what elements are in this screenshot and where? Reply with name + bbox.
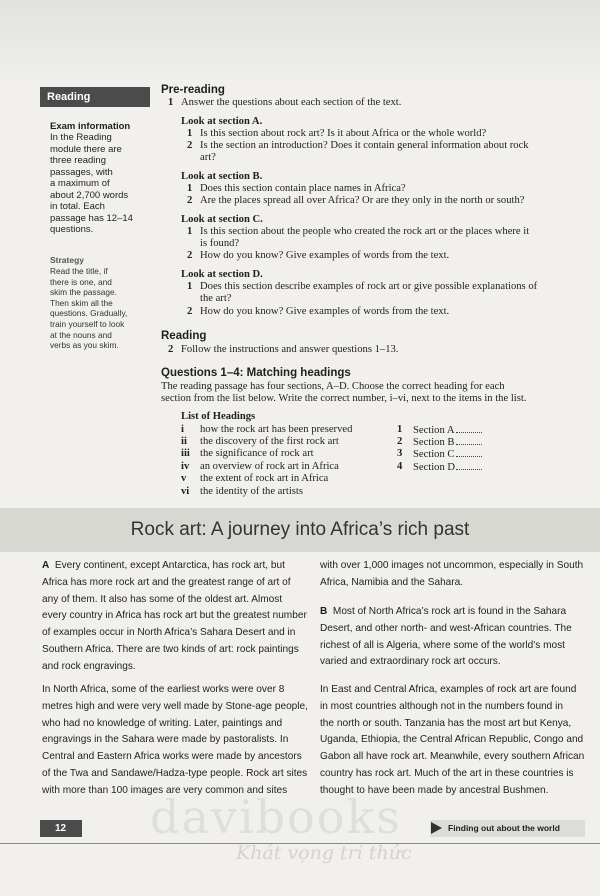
exercise-instruction: Answer the questions about each section of the text. xyxy=(181,97,402,108)
question-text: Are the places spread all over Africa? Or are they only in the north or south? xyxy=(200,195,525,206)
exam-info-text: In the Reading module there are three reading passages, with a maximum of about 2,700 words in total. Each passage has 12–14 questions. xyxy=(50,132,133,235)
paragraph-b: B Most of North Africa’s rock art is found in the Sahara Desert, and other north- and west-African countries. The richest of all is Algeria, where some of the world’s most varied and extraordinary rock art occurs. xyxy=(320,606,572,668)
heading-option: the extent of rock art in Africa xyxy=(200,473,329,484)
heading-option: the identity of the artists xyxy=(200,486,303,497)
question-number: 1 xyxy=(187,226,193,237)
arrow-icon xyxy=(431,822,442,834)
prereading-heading: Pre-reading xyxy=(161,84,225,96)
section-c-title: Look at section C. xyxy=(181,214,263,225)
answer-slot-d[interactable]: Section D xyxy=(413,461,482,474)
heading-numeral: ii xyxy=(181,436,187,447)
question-number: 2 xyxy=(187,195,193,206)
section-tag: Reading xyxy=(40,87,150,107)
unit-title: Finding out about the world xyxy=(430,820,585,837)
heading-option: the significance of rock art xyxy=(200,448,314,459)
exam-info-title: Exam information xyxy=(50,121,131,132)
section-d-title: Look at section D. xyxy=(181,269,263,280)
question-number: 1 xyxy=(187,281,193,292)
heading-option: how the rock art has been preserved xyxy=(200,424,353,435)
list-title: List of Headings xyxy=(181,411,256,422)
answer-number: 4 xyxy=(397,461,403,472)
paragraph-a2: In North Africa, some of the earliest works were over 8 metres high and were very well made by Stone-age people, who had no knowledge of writing. Later, paintings and engravings in the Sahara were made by pastoralists. In Central and Eastern Africa works were made by ancestors of the Twa and Sandawe/Hadza-type people. Rock art sites with more than 100 images are very common and sites xyxy=(42,684,308,796)
matching-heading: Questions 1–4: Matching headings xyxy=(161,367,351,379)
heading-numeral: iv xyxy=(181,461,190,472)
question-number: 1 xyxy=(187,128,193,139)
watermark-slogan: Khát vọng tri thức xyxy=(236,842,412,864)
exercise-number: 1 xyxy=(168,97,174,108)
question-number: 2 xyxy=(187,306,193,317)
paragraph-a: A Every continent, except Antarctica, has rock art, but Africa has more rock art and the greatest range of art of any of them. It also has some of the oldest art. Almost every country in Africa has rock art but the greatest number of examples occur in North Africa’s Sahara Desert and in Southern Africa. There are two kinds of art: rock paintings and rock engravings. xyxy=(42,560,307,672)
question-text: art? xyxy=(200,152,216,163)
heading-option: the discovery of the first rock art xyxy=(200,436,339,447)
matching-intro: The reading passage has four sections, A–D. Choose the correct heading for each xyxy=(161,381,505,392)
answer-number: 1 xyxy=(397,424,403,435)
question-text: How do you know? Give examples of words from the text. xyxy=(200,250,450,261)
question-text: is found? xyxy=(200,238,240,249)
answer-number: 2 xyxy=(397,436,403,447)
strategy-text: Read the title, if there is one, and skim the passage. Then skim all the questions. Gradually, train yourself to look at the nouns and verbs as you skim. xyxy=(50,266,128,351)
strategy-title: Strategy xyxy=(50,255,85,265)
heading-numeral: vi xyxy=(181,486,190,497)
watermark-brand: davibooks xyxy=(150,790,402,844)
answer-slot-c[interactable]: Section C xyxy=(413,448,482,461)
answer-number: 3 xyxy=(397,448,403,459)
question-number: 1 xyxy=(187,183,193,194)
question-text: Does this section describe examples of rock art or give possible explanations of xyxy=(200,281,538,292)
reading-heading: Reading xyxy=(161,330,207,342)
article-title: Rock art: A journey into Africa’s rich past xyxy=(130,519,470,540)
answer-slot-b[interactable]: Section B xyxy=(413,436,482,449)
question-number: 2 xyxy=(187,250,193,261)
question-text: Is this section about the people who created the rock art or the places where it xyxy=(200,226,530,237)
question-text: Does this section contain place names in Africa? xyxy=(200,183,406,194)
question-text: Is this section about rock art? Is it about Africa or the whole world? xyxy=(200,128,487,139)
question-number: 2 xyxy=(187,140,193,151)
question-text: Is the section an introduction? Does it contain general information about rock xyxy=(200,140,529,151)
exercise-number: 2 xyxy=(168,344,174,355)
exercise-instruction: Follow the instructions and answer questions 1–13. xyxy=(181,344,399,355)
section-b-title: Look at section B. xyxy=(181,171,263,182)
heading-option: an overview of rock art in Africa xyxy=(200,461,339,472)
answer-slot-a[interactable]: Section A xyxy=(413,424,482,437)
paragraph-b2: In East and Central Africa, examples of rock art are found in most countries although not in the numbers found in the north or south. Tanzania has the most art but Kenya, Uganda, Ethiopia, the Central African Republic, Congo and Gabon all have rock art. Meanwhile, every southern African country has rock art. Much of the art in these countries is thought to have been made by ancestral Bushmen. xyxy=(320,684,585,796)
section-a-title: Look at section A. xyxy=(181,116,263,127)
top-shading xyxy=(0,0,600,80)
paragraph-a3: with over 1,000 images not uncommon, especially in South Africa, Namibia and the Sahara. xyxy=(320,560,584,588)
question-text: How do you know? Give examples of words from the text. xyxy=(200,306,450,317)
question-text: the art? xyxy=(200,293,232,304)
heading-numeral: i xyxy=(181,424,184,435)
matching-intro: section from the list below. Write the correct number, i–vi, next to the items in the list. xyxy=(161,393,527,404)
page-number: 12 xyxy=(40,820,82,837)
heading-numeral: iii xyxy=(181,448,190,459)
heading-numeral: v xyxy=(181,473,187,484)
